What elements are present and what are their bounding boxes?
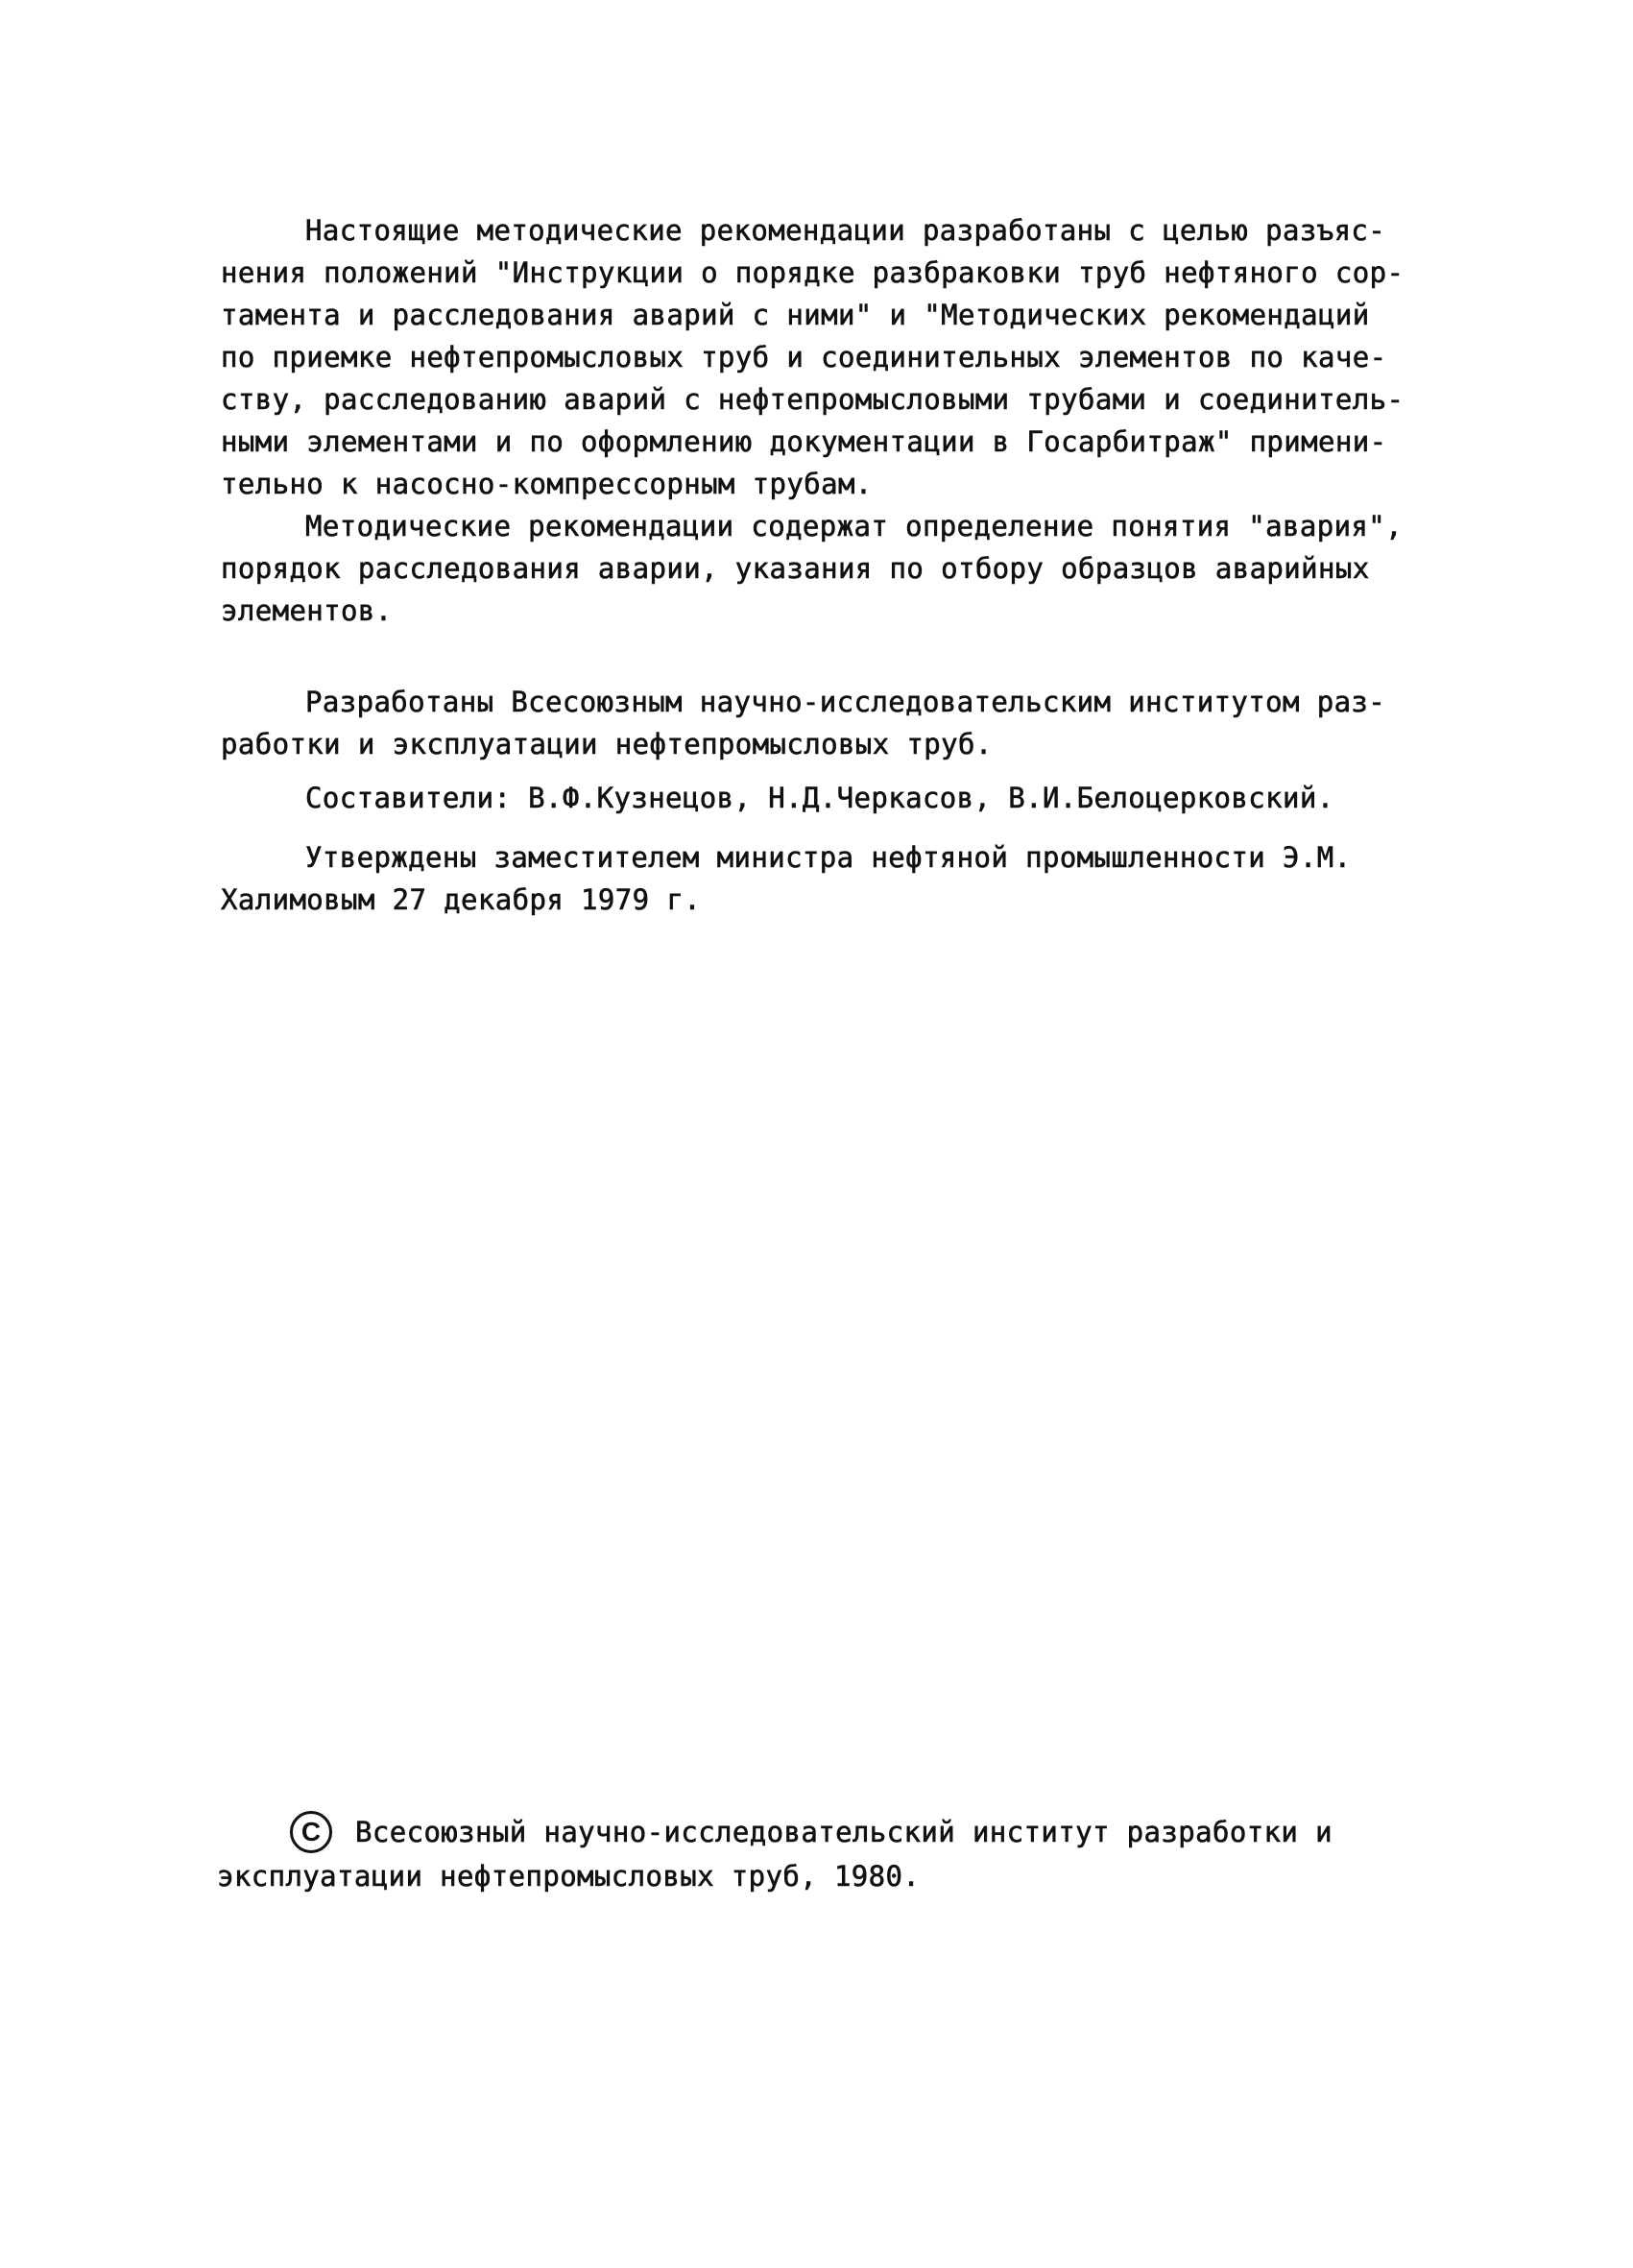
developed-by-line-1: Разработаны Всесоюзным научно-исследовательским институтом раз-: [305, 686, 1386, 718]
contents-line-2: порядок расследования аварии, указания по отбору образцов аварийных: [221, 552, 1370, 585]
intro-line-7: тельно к насосно-компрессорным трубам.: [221, 468, 873, 500]
approved-line-2: Халимовым 27 декабря 1979 г.: [221, 883, 702, 916]
intro-line-3: тамента и расследования аварий с ними" и "Методических рекомендаций: [221, 299, 1370, 331]
copyright-icon: C: [290, 1811, 332, 1853]
copyright-line-2: эксплуатации нефтепромысловых труб, 1980.: [217, 1860, 921, 1893]
authors-line: Составители: В.Ф.Кузнецов, Н.Д.Черкасов, В.И.Белоцерковский.: [305, 782, 1334, 814]
intro-line-4: по приемке нефтепромысловых труб и соединительных элементов по каче-: [221, 341, 1387, 374]
copyright-line-1: Всесоюзный научно-исследовательский институт разработки и: [355, 1816, 1333, 1848]
developed-by-line-2: работки и эксплуатации нефтепромысловых труб.: [221, 728, 993, 760]
intro-line-2: нения положений "Инструкции о порядке разбраковки труб нефтяного сор-: [221, 256, 1405, 289]
contents-line-1: Методические рекомендации содержат определение понятия "авария",: [305, 510, 1404, 543]
intro-line-5: ству, расследованию аварий с нефтепромысловыми трубами и соединитель-: [221, 383, 1405, 416]
intro-line-6: ными элементами и по оформлению документации в Госарбитраж" примени-: [221, 425, 1387, 458]
approved-line-1: Утверждены заместителем министра нефтяной промышленности Э.М.: [305, 841, 1352, 874]
intro-line-1: Настоящие методические рекомендации разработаны с целью разъяс-: [305, 214, 1386, 247]
contents-line-3: элементов.: [221, 594, 393, 627]
